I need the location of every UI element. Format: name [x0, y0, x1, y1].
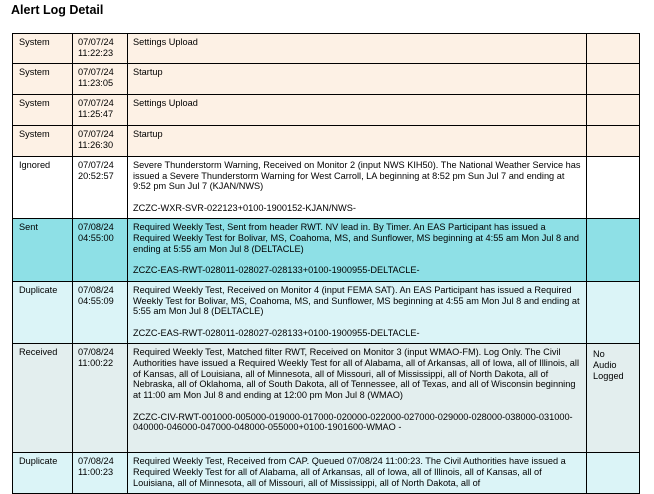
log-note-cell: [587, 95, 640, 125]
log-description-cell: Required Weekly Test, Received on Monitor 4 (input FEMA SAT). An EAS Participant has issued a Required Weekly Test for Bolivar, MS, Coahoma, MS, and Sunflower, MS beginning at 4:55 am Mon Jul 8 and ending at 5:55 am Mon Jul 8 (DELTACLE) ZCZC-EAS-RWT-028011-028027-028133+0100-1900955-DELTACLE-: [128, 281, 587, 344]
log-note-cell: [587, 219, 640, 282]
log-timestamp-cell: 07/07/24 11:26:30: [73, 125, 128, 156]
log-timestamp-cell: 07/07/24 11:25:47: [73, 95, 128, 125]
log-description-cell: Required Weekly Test, Sent from header RWT. NV lead in. By Timer. An EAS Participant has issued a Required Weekly Test for Bolivar, MS, Coahoma, MS, and Sunflower, MS beginning at 4:55 am Mon Jul 8 and ending at 5:55 am Mon Jul 8 (DELTACLE) ZCZC-EAS-RWT-028011-028027-028133+0100-1900955-DELTACLE-: [128, 219, 587, 282]
log-timestamp-cell: 07/08/24 04:55:09: [73, 281, 128, 344]
log-description-cell: Required Weekly Test, Matched filter RWT, Received on Monitor 3 (input WMAO-FM). Log Only. The Civil Authorities have issued a Required Weekly Test for all of Alabama, all of Arkansas, all of Iowa, all of Illinois, all of Kansas, all of Louisiana, all of Minnesota, all of Missouri, all of Mississippi, all of North Dakota, all of Nebraska, all of Oklahoma, all of South Dakota, all of Tennessee, all of Texas, and all of Wisconsin beginning at 11:00 am Mon Jul 8 and ending at 12:00 pm Mon Jul 8 (WMAO) ZCZC-CIV-RWT-001000-005000-019000-017000-020000-022000-027000-029000-028000-038000-031000-040000-046000-047000-048000-055000+0100-1901600-WMAO -: [128, 344, 587, 453]
log-description-cell: Settings Upload: [128, 34, 587, 64]
log-row: [13, 34, 640, 64]
page-title: Alert Log Detail: [11, 3, 104, 17]
log-status-cell: Duplicate: [13, 453, 73, 494]
log-status-cell: System: [13, 34, 73, 64]
alert-log-body: [13, 34, 640, 494]
log-timestamp-cell: 07/08/24 04:55:00: [73, 219, 128, 282]
log-timestamp-cell: 07/07/24 20:52:57: [73, 156, 128, 219]
alert-log-table: [12, 33, 640, 494]
log-status-cell: Sent: [13, 219, 73, 282]
log-timestamp-cell: 07/07/24 11:22:23: [73, 34, 128, 64]
log-status-cell: Duplicate: [13, 281, 73, 344]
log-row: [13, 219, 640, 282]
log-note-cell: [587, 34, 640, 64]
log-row: [13, 281, 640, 344]
log-status-cell: Ignored: [13, 156, 73, 219]
log-description-cell: Required Weekly Test, Received from CAP. Queued 07/08/24 11:00:23. The Civil Authorities have issued a Required Weekly Test for all of Alabama, all of Arkansas, all of Iowa, all of Illinois, all of Kansas, all of Louisiana, all of Minnesota, all of Missouri, all of Mississippi, all of North Dakota, all of: [128, 453, 587, 494]
log-description-cell: Startup: [128, 125, 587, 156]
log-row: [13, 453, 640, 494]
log-note-cell: [587, 453, 640, 494]
log-row: [13, 125, 640, 156]
log-row: [13, 95, 640, 125]
log-note-cell: [587, 156, 640, 219]
log-timestamp-cell: 07/08/24 11:00:23: [73, 453, 128, 494]
log-row: [13, 344, 640, 453]
log-status-cell: System: [13, 95, 73, 125]
log-status-cell: System: [13, 64, 73, 95]
log-status-cell: System: [13, 125, 73, 156]
log-note-cell: [587, 281, 640, 344]
log-note-cell: [587, 125, 640, 156]
log-description-cell: Severe Thunderstorm Warning, Received on Monitor 2 (input NWS KIH50). The National Weather Service has issued a Severe Thunderstorm Warning for West Carroll, LA beginning at 8:52 pm Sun Jul 7 and ending at 9:52 pm Sun Jul 7 (KJAN/NWS) ZCZC-WXR-SVR-022123+0100-1900152-KJAN/NWS-: [128, 156, 587, 219]
log-row: [13, 64, 640, 95]
log-note-cell: [587, 64, 640, 95]
log-timestamp-cell: 07/07/24 11:23:05: [73, 64, 128, 95]
log-status-cell: Received: [13, 344, 73, 453]
log-row: [13, 156, 640, 219]
log-timestamp-cell: 07/08/24 11:00:22: [73, 344, 128, 453]
log-description-cell: Settings Upload: [128, 95, 587, 125]
log-note-cell: No Audio Logged: [587, 344, 640, 453]
log-description-cell: Startup: [128, 64, 587, 95]
